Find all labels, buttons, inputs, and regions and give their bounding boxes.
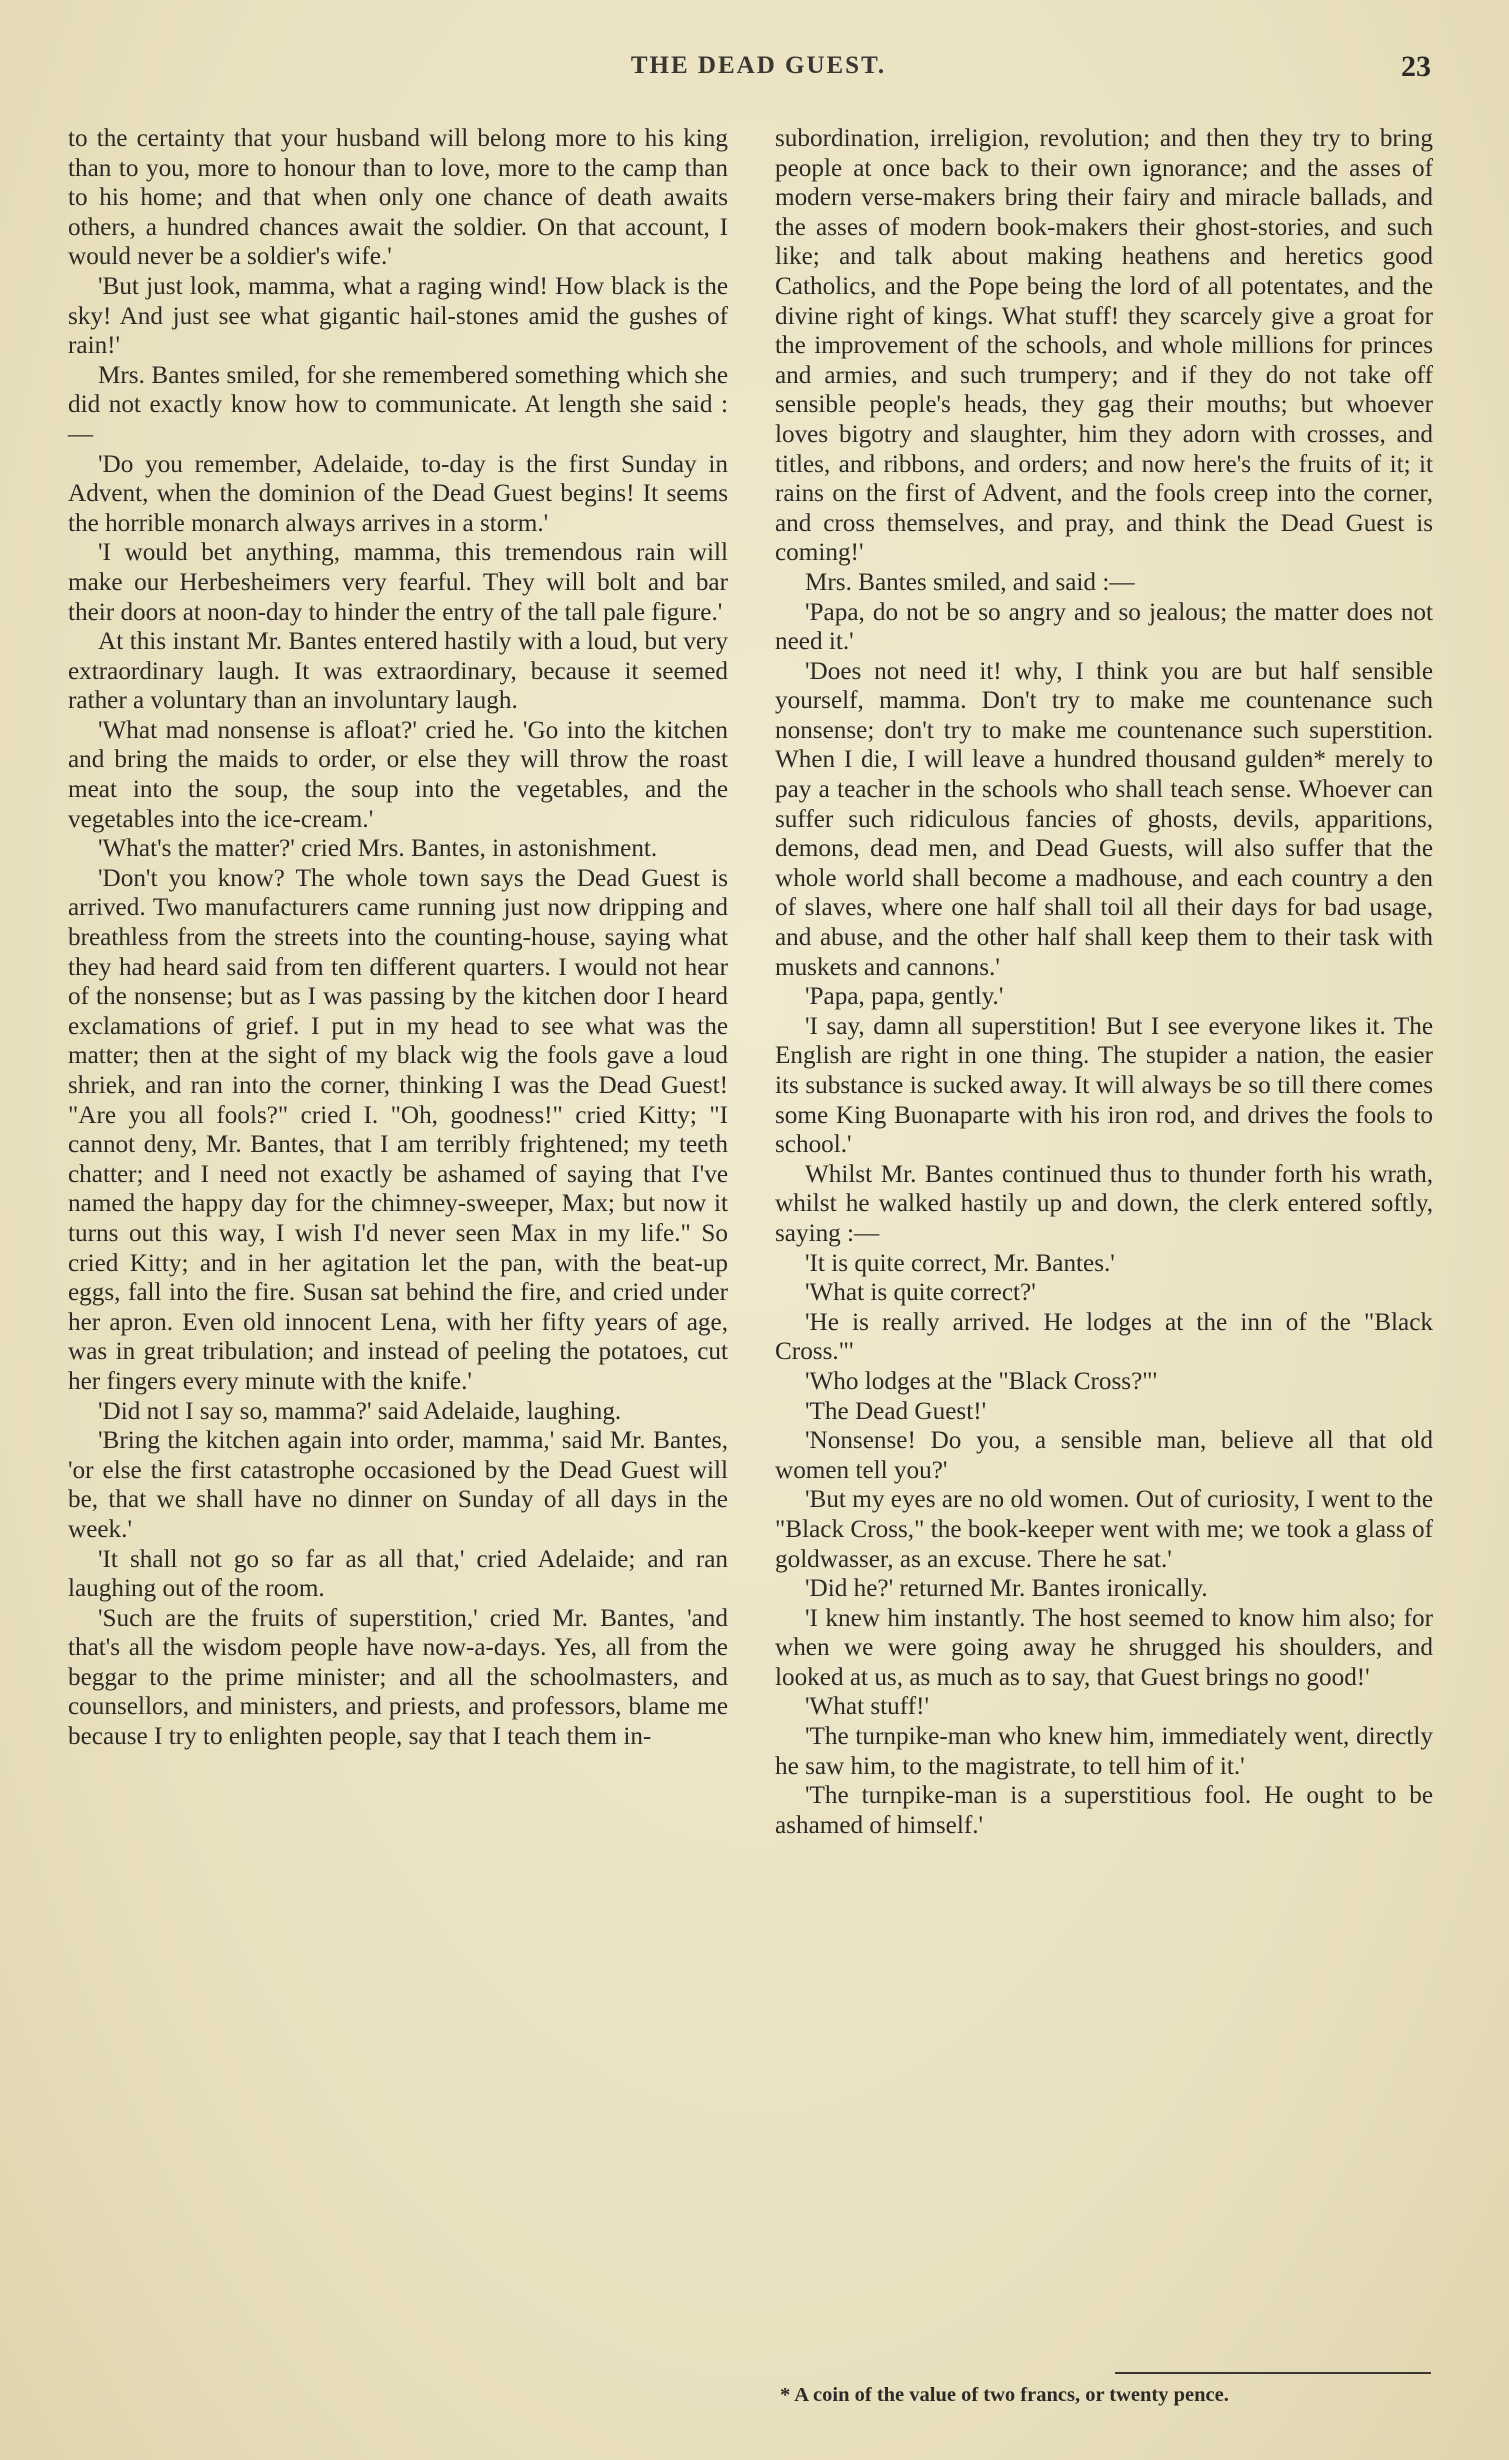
paragraph: 'What's the matter?' cried Mrs. Bantes, in astonishment. [98,835,658,863]
left-column [68,124,728,1752]
paragraph: Whilst Mr. Bantes continued thus to thunder forth his wrath, whilst he walked hastily up and down, the clerk entered softly, saying :— [775,1160,1433,1247]
paragraph: 'What is quite correct?' [805,1279,1036,1307]
footnote: * A coin of the value of two francs, or twenty pence. [780,2384,1229,2406]
paragraph: 'The turnpike-man is a superstitious fool. He ought to be ashamed of himself.' [775,1782,1433,1839]
paragraph: 'Don't you know? The whole town says the Dead Guest is arrived. Two manufacturers came running just now dripping and breathless from the streets into the counting-house, saying what they had heard said from ten different quarters. I would not hear of the nonsense; but as I was passing by the kitchen door I heard exclamations of grief. I put in my head to see what was the matter; then at the sight of my black wig the fools gave a loud shriek, and ran into the corner, thinking I was the Dead Guest! "Are you all fools?" cried I. "Oh, goodness!" cried Kitty; "I cannot deny, Mr. Bantes, that I am terribly frightened; my teeth chatter; and I need not exactly be ashamed of saying that I've named the happy day for the chimney-sweeper, Max; but now it turns out this way, I wish I'd never seen Max in my life." So cried Kitty; and in her agitation let the pan, with the beat-up eggs, fall into the fire. Susan sat behind the fire, and cried under her apron. Even old innocent Lena, with her fifty years of age, was in great tribulation; and instead of peeling the potatoes, cut her fingers every minute with the knife.' [68,864,728,1395]
paragraph: 'He is really arrived. He lodges at the inn of the "Black Cross."' [775,1308,1433,1366]
paragraph: Mrs. Bantes smiled, for she remembered something which she did not exactly know how to communicate. At length she said :— [68,361,728,448]
paragraph: to the certainty that your husband will belong more to his king than to you, more to honour than to love, more to the camp than to his home; and that when only one chance of death awaits others, a hundred chances await the soldier. On that account, I would never be a soldier's wife.' [68,125,728,271]
paragraph: Mrs. Bantes smiled, and said :— [805,568,1135,596]
right-column [775,124,1433,1840]
paragraph: 'But my eyes are no old women. Out of curiosity, I went to the "Black Cross," the book-keeper went with me; we took a glass of goldwasser, as an excuse. There he sat.' [775,1486,1433,1573]
paragraph: 'The turnpike-man who knew him, immediately went, directly he saw him, to the magistrate, to tell him of it.' [775,1723,1433,1780]
paragraph: 'But just look, mamma, what a raging wind! How black is the sky! And just see what gigantic hail-stones amid the gushes of rain!' [68,272,728,360]
paragraph: 'Bring the kitchen again into order, mamma,' said Mr. Bantes, 'or else the first catastrophe occasioned by the Dead Guest will be, that we shall have no dinner on Sunday of all days in the week.' [68,1427,728,1543]
page-number: 23 [1401,50,1431,83]
paragraph: 'I say, damn all superstition! But I see everyone likes it. The English are right in one thing. The stupider a nation, the easier its substance is sucked away. It will always be so till there comes some King Buonaparte with his iron rod, and drives the fools to school.' [775,1012,1433,1159]
paragraph: 'It is quite correct, Mr. Bantes.' [805,1249,1115,1277]
running-title: THE DEAD GUEST. [630,52,887,79]
paragraph: 'Do you remember, Adelaide, to-day is the first Sunday in Advent, when the dominion of the Dead Guest begins! It seems the horrible monarch always arrives in a storm.' [68,450,728,537]
paragraph: 'Nonsense! Do you, a sensible man, believe all that old women tell you?' [775,1427,1433,1484]
paragraph: 'Does not need it! why, I think you are but half sensible yourself, mamma. Don't try to make me countenance such nonsense; don't try to make me countenance such superstition. When I die, I will leave a hundred thousand gulden* merely to pay a teacher in the schools who shall teach sense. Whoever can suffer such ridiculous fancies of ghosts, devils, apparitions, demons, dead men, and Dead Guests, will also suffer that the whole world shall become a madhouse, and each country a den of slaves, where one half shall toil all their days for bad usage, and abuse, and the other half shall keep them to their task with muskets and cannons.' [775,657,1433,981]
paragraph: 'What stuff!' [805,1693,930,1721]
paragraph: 'Papa, do not be so angry and so jealous; the matter does not need it.' [775,598,1433,656]
paragraph: 'Did not I say so, mamma?' said Adelaide, laughing. [98,1397,622,1425]
paragraph: 'Did he?' returned Mr. Bantes ironically. [805,1575,1208,1603]
paragraph: 'I would bet anything, mamma, this tremendous rain will make our Herbesheimers very fearful. They will bolt and bar their doors at noon-day to hinder the entry of the tall pale figure.' [68,539,728,626]
paragraph: 'Such are the fruits of superstition,' cried Mr. Bantes, 'and that's all the wisdom people have now-a-days. Yes, all from the beggar to the prime minister; and all the schoolmasters, and counsellors, and ministers, and priests, and professors, blame me because I try to enlighten people, say that I teach them in- [68,1604,728,1751]
page-header [68,52,1449,92]
paragraph: 'The Dead Guest!' [805,1397,987,1425]
paragraph: 'It shall not go so far as all that,' cried Adelaide; and ran laughing out of the room. [68,1545,728,1603]
paragraph: 'I knew him instantly. The host seemed to know him also; for when we were going away he shrugged his shoulders, and looked at us, as much as to say, that Guest brings no good!' [775,1604,1433,1691]
paragraph: subordination, irreligion, revolution; and then they try to bring people at once back to their own ignorance; and the asses of modern verse-makers bring their fairy and miracle ballads, and the asses of modern book-makers their ghost-stories, and such like; and talk about making heathens and heretics good Catholics, and the Pope being the lord of all potentates, and the divine right of kings. What stuff! they scarcely give a groat for the improvement of the schools, and whole millions for princes and armies, and such trumpery; and if they do not take off sensible people's heads, they gag their mouths; but whoever loves bigotry and slaughter, him they adorn with crosses, and titles, and ribbons, and orders; and now here's the fruits of it; it rains on the first of Advent, and the fools creep into the corner, and cross themselves, and pray, and think the Dead Guest is coming!' [775,125,1433,567]
paragraph: 'What mad nonsense is afloat?' cried he. 'Go into the kitchen and bring the maids to order, or else they will throw the roast meat into the soup, the soup into the vegetables, and the vegetables into the ice-cream.' [68,716,728,833]
paragraph: 'Papa, papa, gently.' [805,983,1004,1011]
footnote-divider [1115,2372,1431,2374]
paragraph: 'Who lodges at the "Black Cross?"' [805,1367,1158,1395]
paragraph: At this instant Mr. Bantes entered hastily with a loud, but very extraordinary laugh. It was extraordinary, because it seemed rather a voluntary than an involuntary laugh. [68,628,728,715]
